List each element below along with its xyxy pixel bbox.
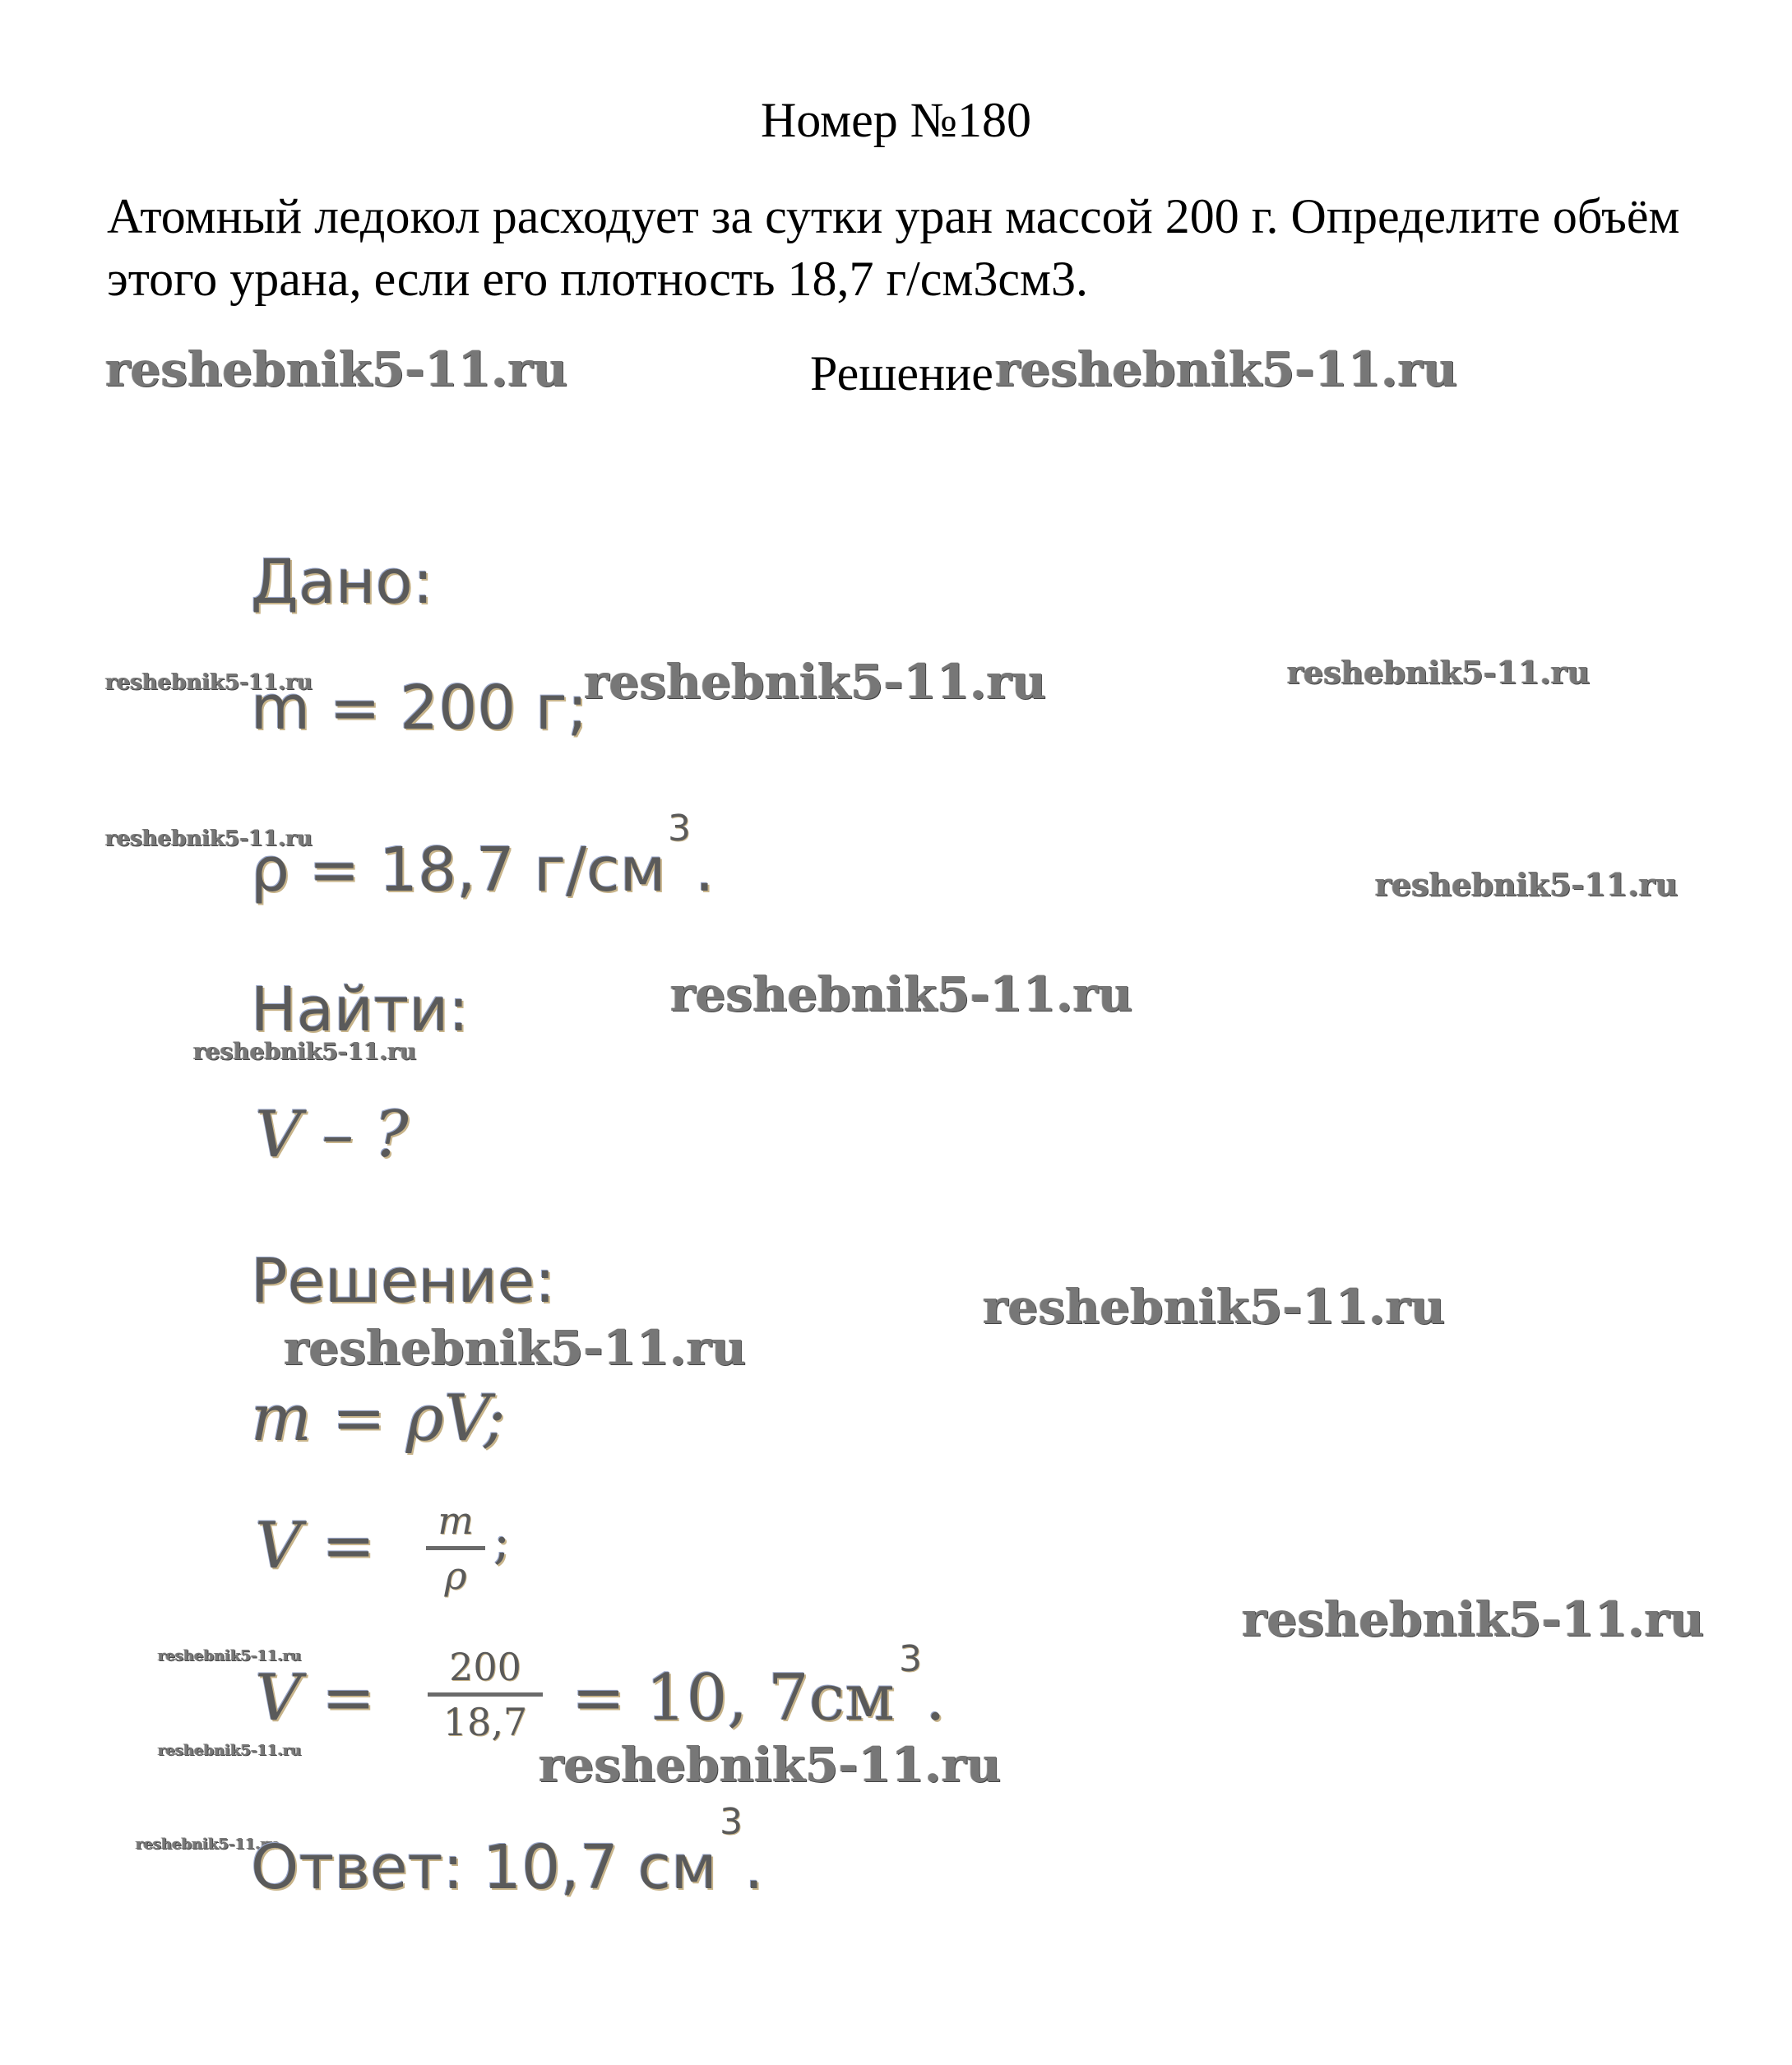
watermark: reshebnik5-11.ru	[193, 1038, 417, 1065]
answer-text: Ответ: 10,7 см	[251, 1832, 717, 1903]
fraction-numerator: m	[438, 1498, 474, 1543]
formula-calc-rhs: = 10, 7см	[572, 1661, 895, 1735]
formula-volume-lhs: V =	[255, 1509, 376, 1583]
watermark: reshebnik5-11.ru	[105, 341, 568, 397]
fraction-denominator: ρ	[444, 1553, 467, 1598]
page-title: Номер №180	[760, 93, 1032, 147]
solution-header: Решение	[810, 346, 993, 400]
watermark: reshebnik5-11.ru	[1287, 654, 1591, 691]
watermark: reshebnik5-11.ru	[983, 1279, 1446, 1335]
watermark: reshebnik5-11.ru	[670, 966, 1133, 1022]
formula-volume-end: ;	[493, 1513, 511, 1571]
watermark: reshebnik5-11.ru	[1242, 1591, 1705, 1647]
formula-calc-lhs: V =	[255, 1661, 376, 1735]
given-density: ρ = 18,7 г/см	[251, 835, 666, 905]
find-heading: Найти:	[251, 975, 470, 1045]
formula-calc-fraction	[428, 1645, 543, 1744]
watermark: reshebnik5-11.ru	[539, 1737, 1002, 1793]
watermark: reshebnik5-11.ru	[158, 1647, 302, 1665]
answer-period: .	[744, 1832, 764, 1903]
problem-line-1: Атомный ледокол расходует за сутки уран массой 200 г. Определите объём	[107, 189, 1680, 243]
fraction-denominator: 18,7	[442, 1700, 528, 1744]
fraction-bar	[428, 1692, 543, 1697]
watermark: reshebnik5-11.ru	[136, 1836, 280, 1853]
given-mass: m = 200 г;	[251, 673, 588, 743]
watermark: reshebnik5-11.ru	[105, 670, 313, 695]
formula-volume-fraction	[426, 1498, 485, 1598]
watermark: reshebnik5-11.ru	[158, 1742, 302, 1759]
problem-line-2: этого урана, если его плотность 18,7 г/см3см3.	[107, 252, 1088, 306]
calc-exponent: 3	[899, 1638, 922, 1680]
calc-period: .	[925, 1661, 946, 1735]
answer-exponent: 3	[720, 1801, 743, 1843]
watermark: reshebnik5-11.ru	[284, 1320, 747, 1376]
find-unknown: V – ?	[255, 1098, 409, 1172]
fraction-numerator: 200	[449, 1645, 521, 1689]
watermark: reshebnik5-11.ru	[1375, 866, 1679, 903]
formula-density: m = ρV;	[251, 1382, 506, 1456]
watermark: reshebnik5-11.ru	[105, 826, 313, 851]
solution-heading: Решение:	[251, 1246, 556, 1317]
density-period: .	[695, 835, 715, 905]
problem-statement	[107, 185, 1719, 310]
density-exponent: 3	[668, 808, 691, 850]
watermark: reshebnik5-11.ru	[995, 341, 1458, 397]
fraction-bar	[426, 1546, 485, 1550]
watermark: reshebnik5-11.ru	[584, 654, 1047, 710]
given-heading: Дано:	[251, 547, 433, 618]
